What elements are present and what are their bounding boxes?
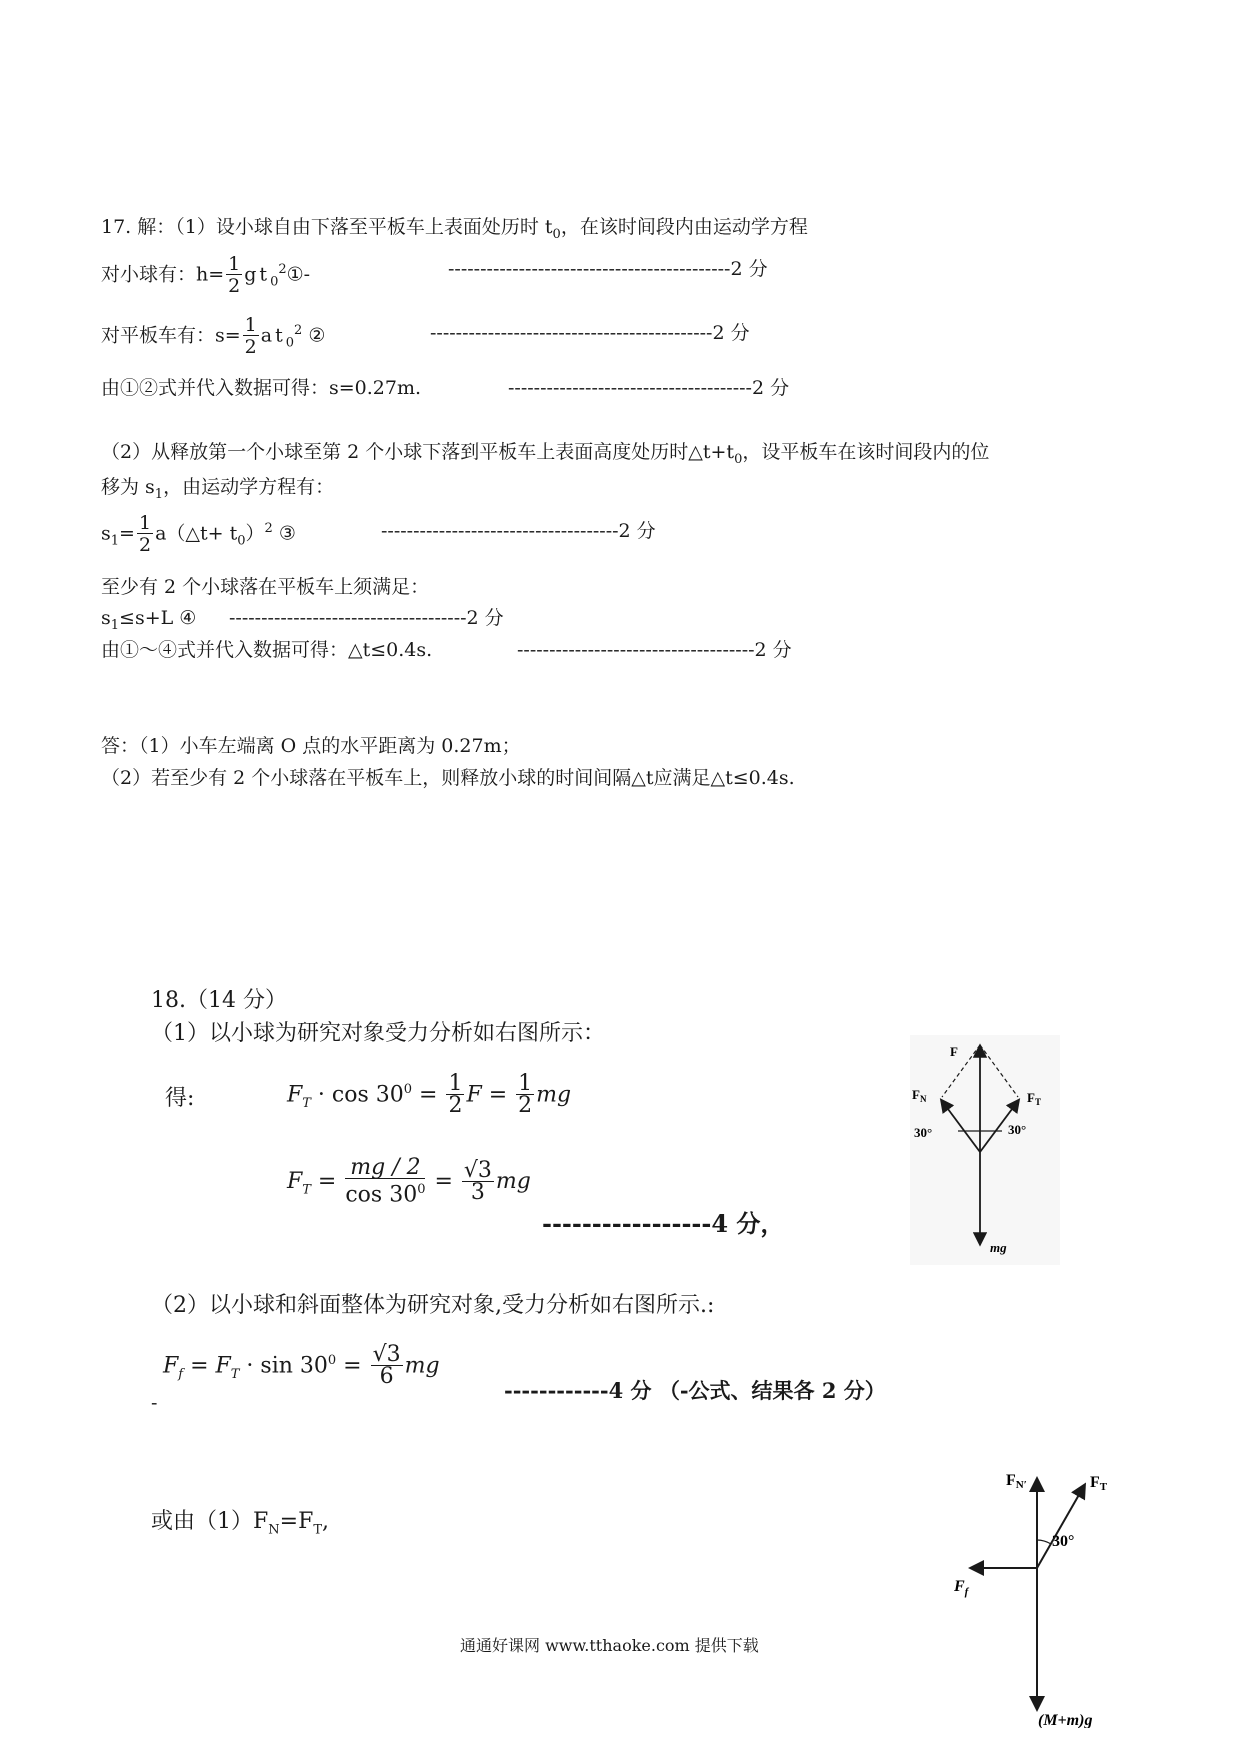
q18-heading [151, 988, 287, 1014]
degree-sup: 0 [417, 1182, 426, 1197]
eq2-den: cos 30 [345, 1182, 418, 1208]
label-FN-sub: N [919, 1094, 927, 1104]
sub-result-text: 由①②式并代入数据可得：s=0.27m. [101, 377, 422, 399]
fraction-half: $\frac{1}{2}$ [448, 1071, 463, 1118]
label-FT-sub: T [1034, 1097, 1041, 1107]
force-FT-arrow-2 [1037, 1486, 1084, 1568]
final-text: 由①～④式并代入数据可得：△t≤0.4s. [101, 639, 433, 661]
score-2-a: 2 分 [730, 258, 768, 280]
eq2-T: T [302, 1182, 311, 1198]
score-2-b: 2 分 [712, 322, 750, 344]
fraction-sqrt3-6: $\frac{√3}{6}$ [372, 1342, 401, 1389]
s1-sub: 1 [154, 486, 164, 502]
label-Ff [953, 1578, 970, 1598]
eq1-T: T [302, 1095, 311, 1111]
part2-text-18: （2）以小球和斜面整体为研究对象,受力分析如右图所示.: [151, 1293, 715, 1318]
label-FN-text: F [912, 1087, 920, 1102]
s1-sub-eq: 1 [110, 533, 120, 549]
inequality-text: ≤s+L ④ [119, 607, 197, 629]
answer-2-text: （2）若至少有 2 个小球落在平板车上，则释放小球的时间间隔△t应满足△t≤0.4s. [101, 767, 795, 789]
q17-answer-1 [101, 733, 521, 759]
label-FN-prime [1006, 1472, 1027, 1491]
force-diagram-system [952, 1468, 1152, 1728]
force-diagram-system-svg [952, 1468, 1152, 1728]
label-FT-2 [1090, 1474, 1108, 1493]
q17-intro [101, 214, 808, 248]
mark-3: ③ [278, 522, 296, 545]
q18-eq3: $F_f = F_T \cdot \sin 30^0$ = $\frac{√3}{6}$ mg [163, 1342, 440, 1389]
q17-intro-tail: ，在该时间段内由运动学方程 [560, 216, 808, 238]
q18-eq2: $F_T$ = $\frac{mg / 2}{\cos 30^0}$ = $\frac{√3}{3}$ mg [287, 1155, 531, 1208]
dash-score-b [430, 320, 750, 346]
q17-sub-result [101, 375, 421, 401]
dash-score-a [448, 256, 768, 282]
dash-score-f [517, 637, 792, 663]
eq3-sin: · sin 30 [239, 1353, 328, 1379]
t0-sub-part2: 0 [734, 451, 743, 467]
or-sub-T: T [313, 1522, 323, 1538]
mark-2: ② [308, 324, 326, 347]
or-sub-N: N [268, 1522, 280, 1538]
t0-sub: 0 [552, 226, 561, 242]
label-FN-prime-sub: N′ [1015, 1479, 1027, 1491]
q18-part1 [151, 1021, 605, 1047]
eq2-num: mg / 2 [345, 1158, 425, 1179]
or-tail: , [322, 1509, 330, 1534]
q17-condition [101, 574, 429, 600]
de-text: 得: [165, 1086, 195, 1111]
dash-score-c [508, 375, 789, 401]
q18-score2 [504, 1378, 886, 1404]
q17-ball-equation [101, 254, 310, 297]
label-30-deg: 30° [1052, 1533, 1075, 1550]
condition-text: 至少有 2 个小球落在平板车上须满足： [101, 576, 430, 598]
eq1-mg: mg [536, 1082, 572, 1108]
dashes-b: -------------------------------------------- [430, 322, 713, 344]
score2-text: ------------4 分 （-公式、结果各 2 分） [504, 1378, 886, 1403]
degree-sup: 0 [403, 1082, 413, 1098]
dashes-d: ------------------------------------- [381, 520, 619, 542]
cart-expr: at [260, 324, 286, 347]
answer-1-text: 答：（1）小车左端离 O 点的水平距离为 0.27m； [101, 735, 521, 757]
label-FT-2-sub: T [1099, 1481, 1108, 1493]
label-Ff-text: F [954, 1578, 965, 1595]
fraction-sqrt3: $\frac{√3}{3}$ [463, 1157, 492, 1205]
q17-intro-text: 17. 解：（1）设小球自由下落至平板车上表面处历时 t [101, 216, 553, 238]
q17-s1-equation: $s_1=$ $\frac{1}{2}$ a（△t+ $t_0)^2$ ③ [101, 512, 296, 556]
dashes-e: ------------------------------------- [229, 607, 467, 629]
s1-close: ） [245, 522, 265, 545]
score-2-c: 2 分 [751, 377, 790, 399]
degree-sup: 0 [327, 1353, 337, 1369]
stray-dash: - [151, 1392, 158, 1414]
square-sup: 2 [294, 323, 303, 339]
score-2-f: 2 分 [754, 639, 792, 661]
dashes-f: ------------------------------------- [517, 639, 755, 661]
cart-prefix: 对平板车有：s= [101, 324, 241, 347]
fraction-half: $\frac{1}{2}$ [138, 512, 152, 556]
s1-expr: a（△t+ t [155, 522, 238, 545]
dash-score-e [229, 605, 504, 631]
q18-eq1: $F_T \cdot \cos 30^0$ = $\frac{1}{2}$ F = $\frac{1}{2}$ mg [287, 1071, 572, 1118]
dashes-a: -------------------------------------------- [448, 258, 731, 280]
eq3-F: F [163, 1353, 179, 1379]
fraction-half: $\frac{1}{2}$ [518, 1071, 533, 1118]
dash-score-d [381, 518, 656, 544]
eq1-F: F [287, 1082, 303, 1108]
t0-sub-ball: 0 [270, 274, 279, 290]
label-30-left: 30° [914, 1125, 933, 1140]
part2-text: （2）从释放第一个小球至第 2 个小球下落到平板车上表面高度处历时△t+t [101, 441, 735, 463]
label-Ff-sub: f [964, 1586, 969, 1598]
or-text: 或由（1）F [151, 1509, 269, 1534]
eq1-F2: F [466, 1082, 482, 1108]
label-30-right: 30° [1008, 1122, 1027, 1137]
or-mid: =F [279, 1509, 314, 1534]
footer-text: 通通好课网 www.tthaoke.com 提供下载 [460, 1636, 759, 1655]
ball-prefix: 对小球有：h= [101, 263, 225, 286]
score-2-e: 2 分 [466, 607, 504, 629]
score-2-d: 2 分 [618, 520, 656, 542]
square-sup: 2 [278, 262, 287, 278]
label-F [950, 1044, 958, 1059]
q17-part2-line2 [101, 474, 334, 508]
part1-text: （1）以小球为研究对象受力分析如右图所示： [151, 1021, 605, 1046]
label-mg: mg [990, 1240, 1007, 1255]
q18-score1 [542, 1211, 784, 1237]
footer [460, 1633, 759, 1659]
t0-sub-cart: 0 [285, 335, 295, 351]
diagram-bg [910, 1035, 1060, 1265]
fraction-half: $\frac{1}{2}$ [244, 314, 257, 358]
ball-expr: gt [244, 263, 271, 286]
eq3-T: T [230, 1366, 240, 1382]
label-FT-text: F [1027, 1090, 1035, 1105]
q18-de [165, 1086, 194, 1112]
eq2-mg: mg [495, 1169, 531, 1195]
label-FN-prime-text: F [1006, 1472, 1016, 1489]
force-diagram-ball-svg [910, 1035, 1060, 1265]
part2-line2-text: 移为 s [101, 476, 155, 498]
s1-sub-ineq: 1 [110, 617, 120, 633]
fraction-mg [345, 1155, 426, 1208]
dashes-c: -------------------------------------- [508, 377, 752, 399]
part2-tail: ，设平板车在该时间段内的位 [742, 441, 990, 463]
label-FT-2-text: F [1090, 1474, 1100, 1491]
label-Mmg: (M+m)g [1038, 1712, 1093, 1728]
eq3-mg: mg [404, 1353, 440, 1379]
q18-heading-text: 18.（14 分） [151, 988, 287, 1013]
t0-sub-s1: 0 [237, 533, 246, 549]
eq3-f: f [178, 1366, 184, 1382]
force-diagram-ball [910, 1035, 1060, 1265]
part2-line2-tail: ，由运动学方程有： [163, 476, 335, 498]
label-F-text: F [950, 1044, 958, 1059]
eq1-cos: · cos 30 [310, 1082, 404, 1108]
score1-text: -----------------4 分， [542, 1209, 785, 1238]
q18-part2 [151, 1293, 714, 1319]
s1-prefix: s [101, 522, 111, 545]
angle-arc [1037, 1540, 1051, 1544]
square-sup: 2 [264, 521, 273, 537]
q17-final [101, 637, 432, 663]
mark-1: ①- [286, 263, 311, 286]
q17-cart-equation [101, 315, 325, 358]
q17-answer-2 [101, 765, 795, 791]
q17-part2-line1 [101, 439, 989, 473]
eq2-F: F [287, 1169, 303, 1195]
fraction-half: $\frac{1}{2}$ [228, 253, 241, 297]
q17-inequality: $s_1\le s+L$ ④ [101, 607, 197, 633]
q18-or-line [151, 1509, 329, 1543]
eq3-FT: = F [183, 1353, 231, 1379]
